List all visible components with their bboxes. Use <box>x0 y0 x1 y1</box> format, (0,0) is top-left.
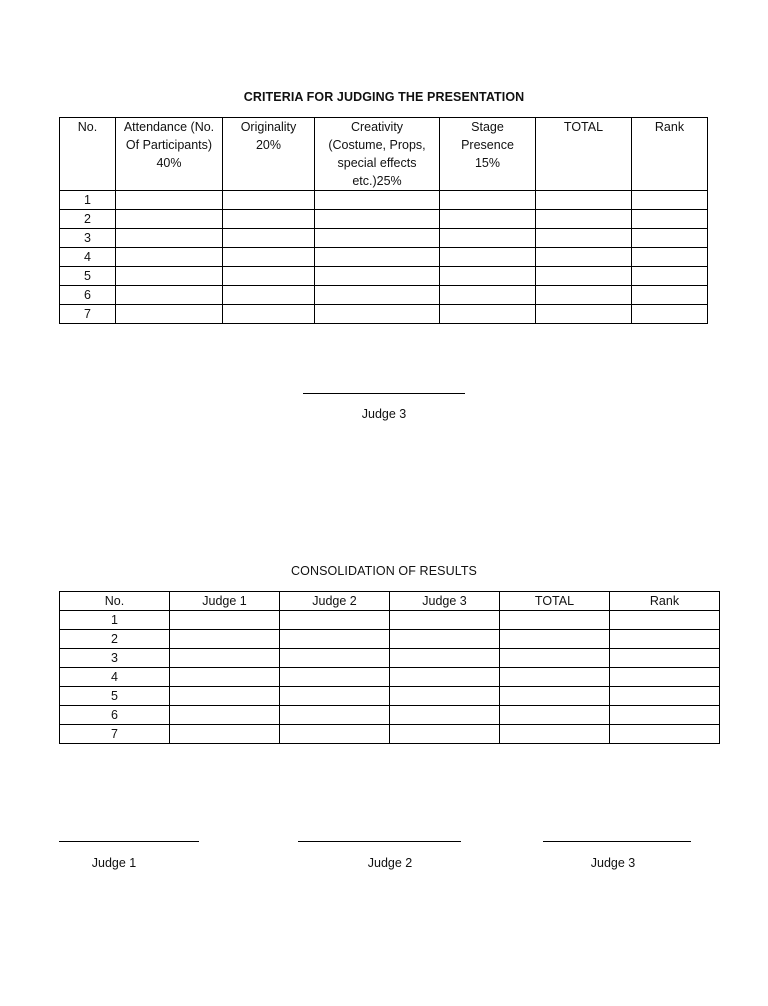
signature-label-judge-3-criteria: Judge 3 <box>361 407 407 421</box>
score-cell[interactable] <box>632 229 708 248</box>
signature-line-judge-2 <box>298 841 461 842</box>
score-cell[interactable] <box>315 267 440 286</box>
result-cell[interactable] <box>170 630 280 649</box>
score-cell[interactable] <box>116 305 223 324</box>
score-cell[interactable] <box>536 248 632 267</box>
score-cell[interactable] <box>536 286 632 305</box>
score-cell[interactable] <box>440 286 536 305</box>
consolidation-table <box>59 591 720 744</box>
score-cell[interactable] <box>116 267 223 286</box>
result-cell[interactable] <box>390 649 500 668</box>
result-cell[interactable] <box>610 687 720 706</box>
consolidation-row <box>60 649 720 668</box>
result-cell[interactable] <box>610 725 720 744</box>
consolidation-title: CONSOLIDATION OF RESULTS <box>291 564 477 578</box>
consolidation-header-cell: Judge 2 <box>280 592 390 611</box>
result-cell[interactable] <box>500 630 610 649</box>
signature-line-judge-3-criteria <box>303 393 465 394</box>
score-cell[interactable] <box>632 305 708 324</box>
row-number-cell: 7 <box>60 725 170 744</box>
score-cell[interactable] <box>440 248 536 267</box>
result-cell[interactable] <box>610 706 720 725</box>
criteria-row <box>60 210 708 229</box>
score-cell[interactable] <box>536 191 632 210</box>
criteria-table <box>59 117 708 324</box>
score-cell[interactable] <box>632 267 708 286</box>
result-cell[interactable] <box>280 725 390 744</box>
result-cell[interactable] <box>610 611 720 630</box>
header-rank: Rank <box>632 118 708 191</box>
consolidation-row <box>60 630 720 649</box>
result-cell[interactable] <box>390 668 500 687</box>
score-cell[interactable] <box>116 210 223 229</box>
consolidation-row <box>60 687 720 706</box>
row-number-cell: 1 <box>60 611 170 630</box>
score-cell[interactable] <box>315 229 440 248</box>
score-cell[interactable] <box>632 286 708 305</box>
header-creativity: Creativity (Costume, Props, special effects etc.)25% <box>315 118 440 191</box>
score-cell[interactable] <box>116 248 223 267</box>
result-cell[interactable] <box>170 706 280 725</box>
score-cell[interactable] <box>223 191 315 210</box>
header-no: No. <box>60 118 116 191</box>
consolidation-row <box>60 668 720 687</box>
score-cell[interactable] <box>536 305 632 324</box>
score-cell[interactable] <box>223 305 315 324</box>
criteria-row <box>60 248 708 267</box>
result-cell[interactable] <box>390 611 500 630</box>
result-cell[interactable] <box>610 668 720 687</box>
consolidation-row <box>60 706 720 725</box>
consolidation-header-cell: Judge 3 <box>390 592 500 611</box>
result-cell[interactable] <box>610 649 720 668</box>
result-cell[interactable] <box>170 649 280 668</box>
signature-label-judge-2: Judge 2 <box>367 856 413 870</box>
score-cell[interactable] <box>223 267 315 286</box>
score-cell[interactable] <box>116 229 223 248</box>
criteria-row <box>60 229 708 248</box>
row-number-cell: 2 <box>60 630 170 649</box>
consolidation-header-cell: No. <box>60 592 170 611</box>
consolidation-row <box>60 725 720 744</box>
score-cell[interactable] <box>315 305 440 324</box>
score-cell[interactable] <box>223 210 315 229</box>
score-cell[interactable] <box>223 286 315 305</box>
result-cell[interactable] <box>170 687 280 706</box>
result-cell[interactable] <box>500 706 610 725</box>
result-cell[interactable] <box>610 630 720 649</box>
result-cell[interactable] <box>280 687 390 706</box>
signature-line-judge-1 <box>59 841 199 842</box>
score-cell[interactable] <box>223 229 315 248</box>
score-cell[interactable] <box>116 191 223 210</box>
row-number-cell: 4 <box>60 668 170 687</box>
result-cell[interactable] <box>500 649 610 668</box>
consolidation-header-row <box>60 592 720 611</box>
header-originality: Originality 20% <box>223 118 315 191</box>
consolidation-body <box>60 611 720 744</box>
row-number-cell: 6 <box>60 706 170 725</box>
score-cell[interactable] <box>536 267 632 286</box>
row-number-cell: 5 <box>60 687 170 706</box>
result-cell[interactable] <box>170 611 280 630</box>
result-cell[interactable] <box>390 706 500 725</box>
score-cell[interactable] <box>632 210 708 229</box>
signature-line-judge-3 <box>543 841 691 842</box>
criteria-header-row <box>60 118 708 191</box>
criteria-body <box>60 191 708 324</box>
score-cell[interactable] <box>223 248 315 267</box>
score-cell[interactable] <box>315 286 440 305</box>
result-cell[interactable] <box>500 687 610 706</box>
header-total: TOTAL <box>536 118 632 191</box>
result-cell[interactable] <box>280 668 390 687</box>
score-cell[interactable] <box>440 229 536 248</box>
row-number-cell: 7 <box>60 305 116 324</box>
score-cell[interactable] <box>632 248 708 267</box>
consolidation-header-cell: Judge 1 <box>170 592 280 611</box>
criteria-row <box>60 267 708 286</box>
score-cell[interactable] <box>536 210 632 229</box>
score-cell[interactable] <box>632 191 708 210</box>
consolidation-header-cell: Rank <box>610 592 720 611</box>
result-cell[interactable] <box>390 630 500 649</box>
row-number-cell: 6 <box>60 286 116 305</box>
score-cell[interactable] <box>440 305 536 324</box>
row-number-cell: 3 <box>60 229 116 248</box>
signature-label-judge-3: Judge 3 <box>590 856 636 870</box>
score-cell[interactable] <box>315 191 440 210</box>
row-number-cell: 1 <box>60 191 116 210</box>
criteria-title: CRITERIA FOR JUDGING THE PRESENTATION <box>243 90 525 104</box>
result-cell[interactable] <box>280 706 390 725</box>
result-cell[interactable] <box>500 725 610 744</box>
result-cell[interactable] <box>390 687 500 706</box>
score-cell[interactable] <box>440 267 536 286</box>
score-cell[interactable] <box>440 210 536 229</box>
score-cell[interactable] <box>315 248 440 267</box>
result-cell[interactable] <box>170 668 280 687</box>
result-cell[interactable] <box>500 668 610 687</box>
row-number-cell: 3 <box>60 649 170 668</box>
score-cell[interactable] <box>536 229 632 248</box>
row-number-cell: 2 <box>60 210 116 229</box>
result-cell[interactable] <box>500 611 610 630</box>
score-cell[interactable] <box>315 210 440 229</box>
criteria-row <box>60 191 708 210</box>
header-attendance: Attendance (No. Of Participants) 40% <box>116 118 223 191</box>
result-cell[interactable] <box>280 649 390 668</box>
result-cell[interactable] <box>280 630 390 649</box>
header-stage-presence: Stage Presence 15% <box>440 118 536 191</box>
row-number-cell: 4 <box>60 248 116 267</box>
row-number-cell: 5 <box>60 267 116 286</box>
criteria-row <box>60 286 708 305</box>
consolidation-row <box>60 611 720 630</box>
consolidation-header-cell: TOTAL <box>500 592 610 611</box>
result-cell[interactable] <box>170 725 280 744</box>
score-cell[interactable] <box>116 286 223 305</box>
signature-label-judge-1: Judge 1 <box>91 856 137 870</box>
result-cell[interactable] <box>390 725 500 744</box>
criteria-row <box>60 305 708 324</box>
result-cell[interactable] <box>280 611 390 630</box>
score-cell[interactable] <box>440 191 536 210</box>
